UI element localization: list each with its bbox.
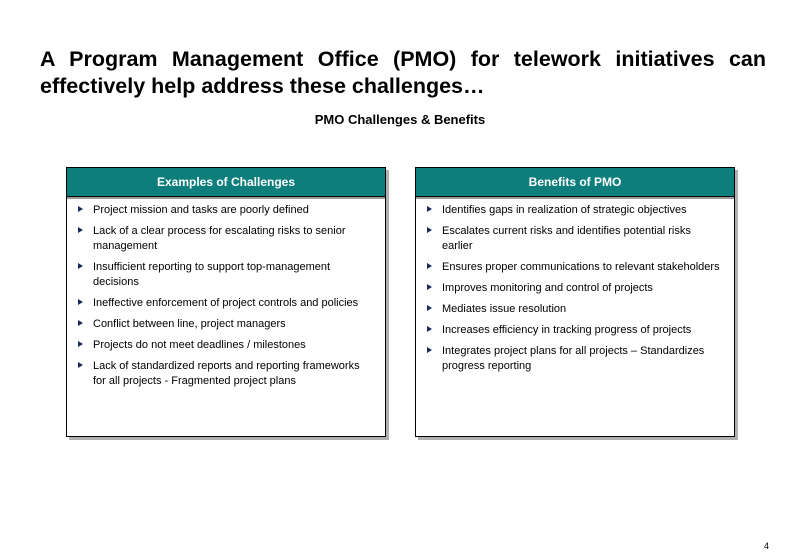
list-item: [77, 224, 375, 254]
list-item: [426, 281, 724, 296]
bullet-triangle-icon: [427, 284, 432, 290]
benefits-header: Benefits of PMO: [416, 168, 734, 197]
list-item: [77, 203, 375, 218]
bullet-triangle-icon: [427, 347, 432, 353]
list-item: [77, 260, 375, 290]
list-item: [426, 302, 724, 317]
list-item-text: Identifies gaps in realization of strategic objectives: [442, 204, 687, 216]
list-item: [426, 203, 724, 218]
list-item: [426, 224, 724, 254]
list-item-text: Projects do not meet deadlines / milestones: [93, 339, 306, 351]
list-item-text: Lack of standardized reports and reporting frameworks for all projects - Fragmented project plans: [93, 360, 360, 387]
challenges-header: Examples of Challenges: [67, 168, 385, 197]
list-item: [426, 323, 724, 338]
bullet-triangle-icon: [78, 320, 83, 326]
list-item: [426, 344, 724, 374]
bullet-triangle-icon: [427, 263, 432, 269]
list-item-text: Integrates project plans for all projects – Standardizes progress reporting: [442, 345, 705, 372]
bullet-triangle-icon: [78, 299, 83, 305]
bullet-triangle-icon: [78, 227, 83, 233]
list-item-text: Ensures proper communications to relevant stakeholders: [442, 261, 720, 273]
list-item-text: Conflict between line, project managers: [93, 318, 286, 330]
bullet-triangle-icon: [427, 326, 432, 332]
list-item-text: Ineffective enforcement of project controls and policies: [93, 297, 359, 309]
list-item-text: Mediates issue resolution: [442, 303, 567, 315]
list-item-text: Increases efficiency in tracking progress of projects: [442, 324, 692, 336]
bullet-triangle-icon: [427, 305, 432, 311]
list-item-text: Escalates current risks and identifies potential risks earlier: [442, 225, 691, 252]
bullet-triangle-icon: [78, 263, 83, 269]
list-item-text: Insufficient reporting to support top-management decisions: [93, 261, 331, 288]
list-item: [426, 260, 724, 275]
bullet-triangle-icon: [78, 362, 83, 368]
list-item: [77, 296, 375, 311]
challenges-panel: [66, 167, 386, 437]
list-item-text: Improves monitoring and control of projects: [442, 282, 653, 294]
challenges-list: [67, 197, 385, 389]
list-item: [77, 359, 375, 389]
list-item-text: Lack of a clear process for escalating risks to senior management: [93, 225, 346, 252]
bullet-triangle-icon: [427, 227, 432, 233]
slide-subtitle: PMO Challenges & Benefits: [314, 112, 486, 127]
list-item: [77, 338, 375, 353]
page-number: 4: [763, 541, 769, 551]
list-item-text: Project mission and tasks are poorly defined: [93, 204, 309, 216]
list-item: [77, 317, 375, 332]
bullet-triangle-icon: [427, 206, 432, 212]
benefits-list: [416, 197, 734, 374]
benefits-panel: [415, 167, 735, 437]
bullet-triangle-icon: [78, 341, 83, 347]
bullet-triangle-icon: [78, 206, 83, 212]
slide-title: A Program Management Office (PMO) for telework initiatives can effectively help address these challenges…: [40, 47, 766, 98]
